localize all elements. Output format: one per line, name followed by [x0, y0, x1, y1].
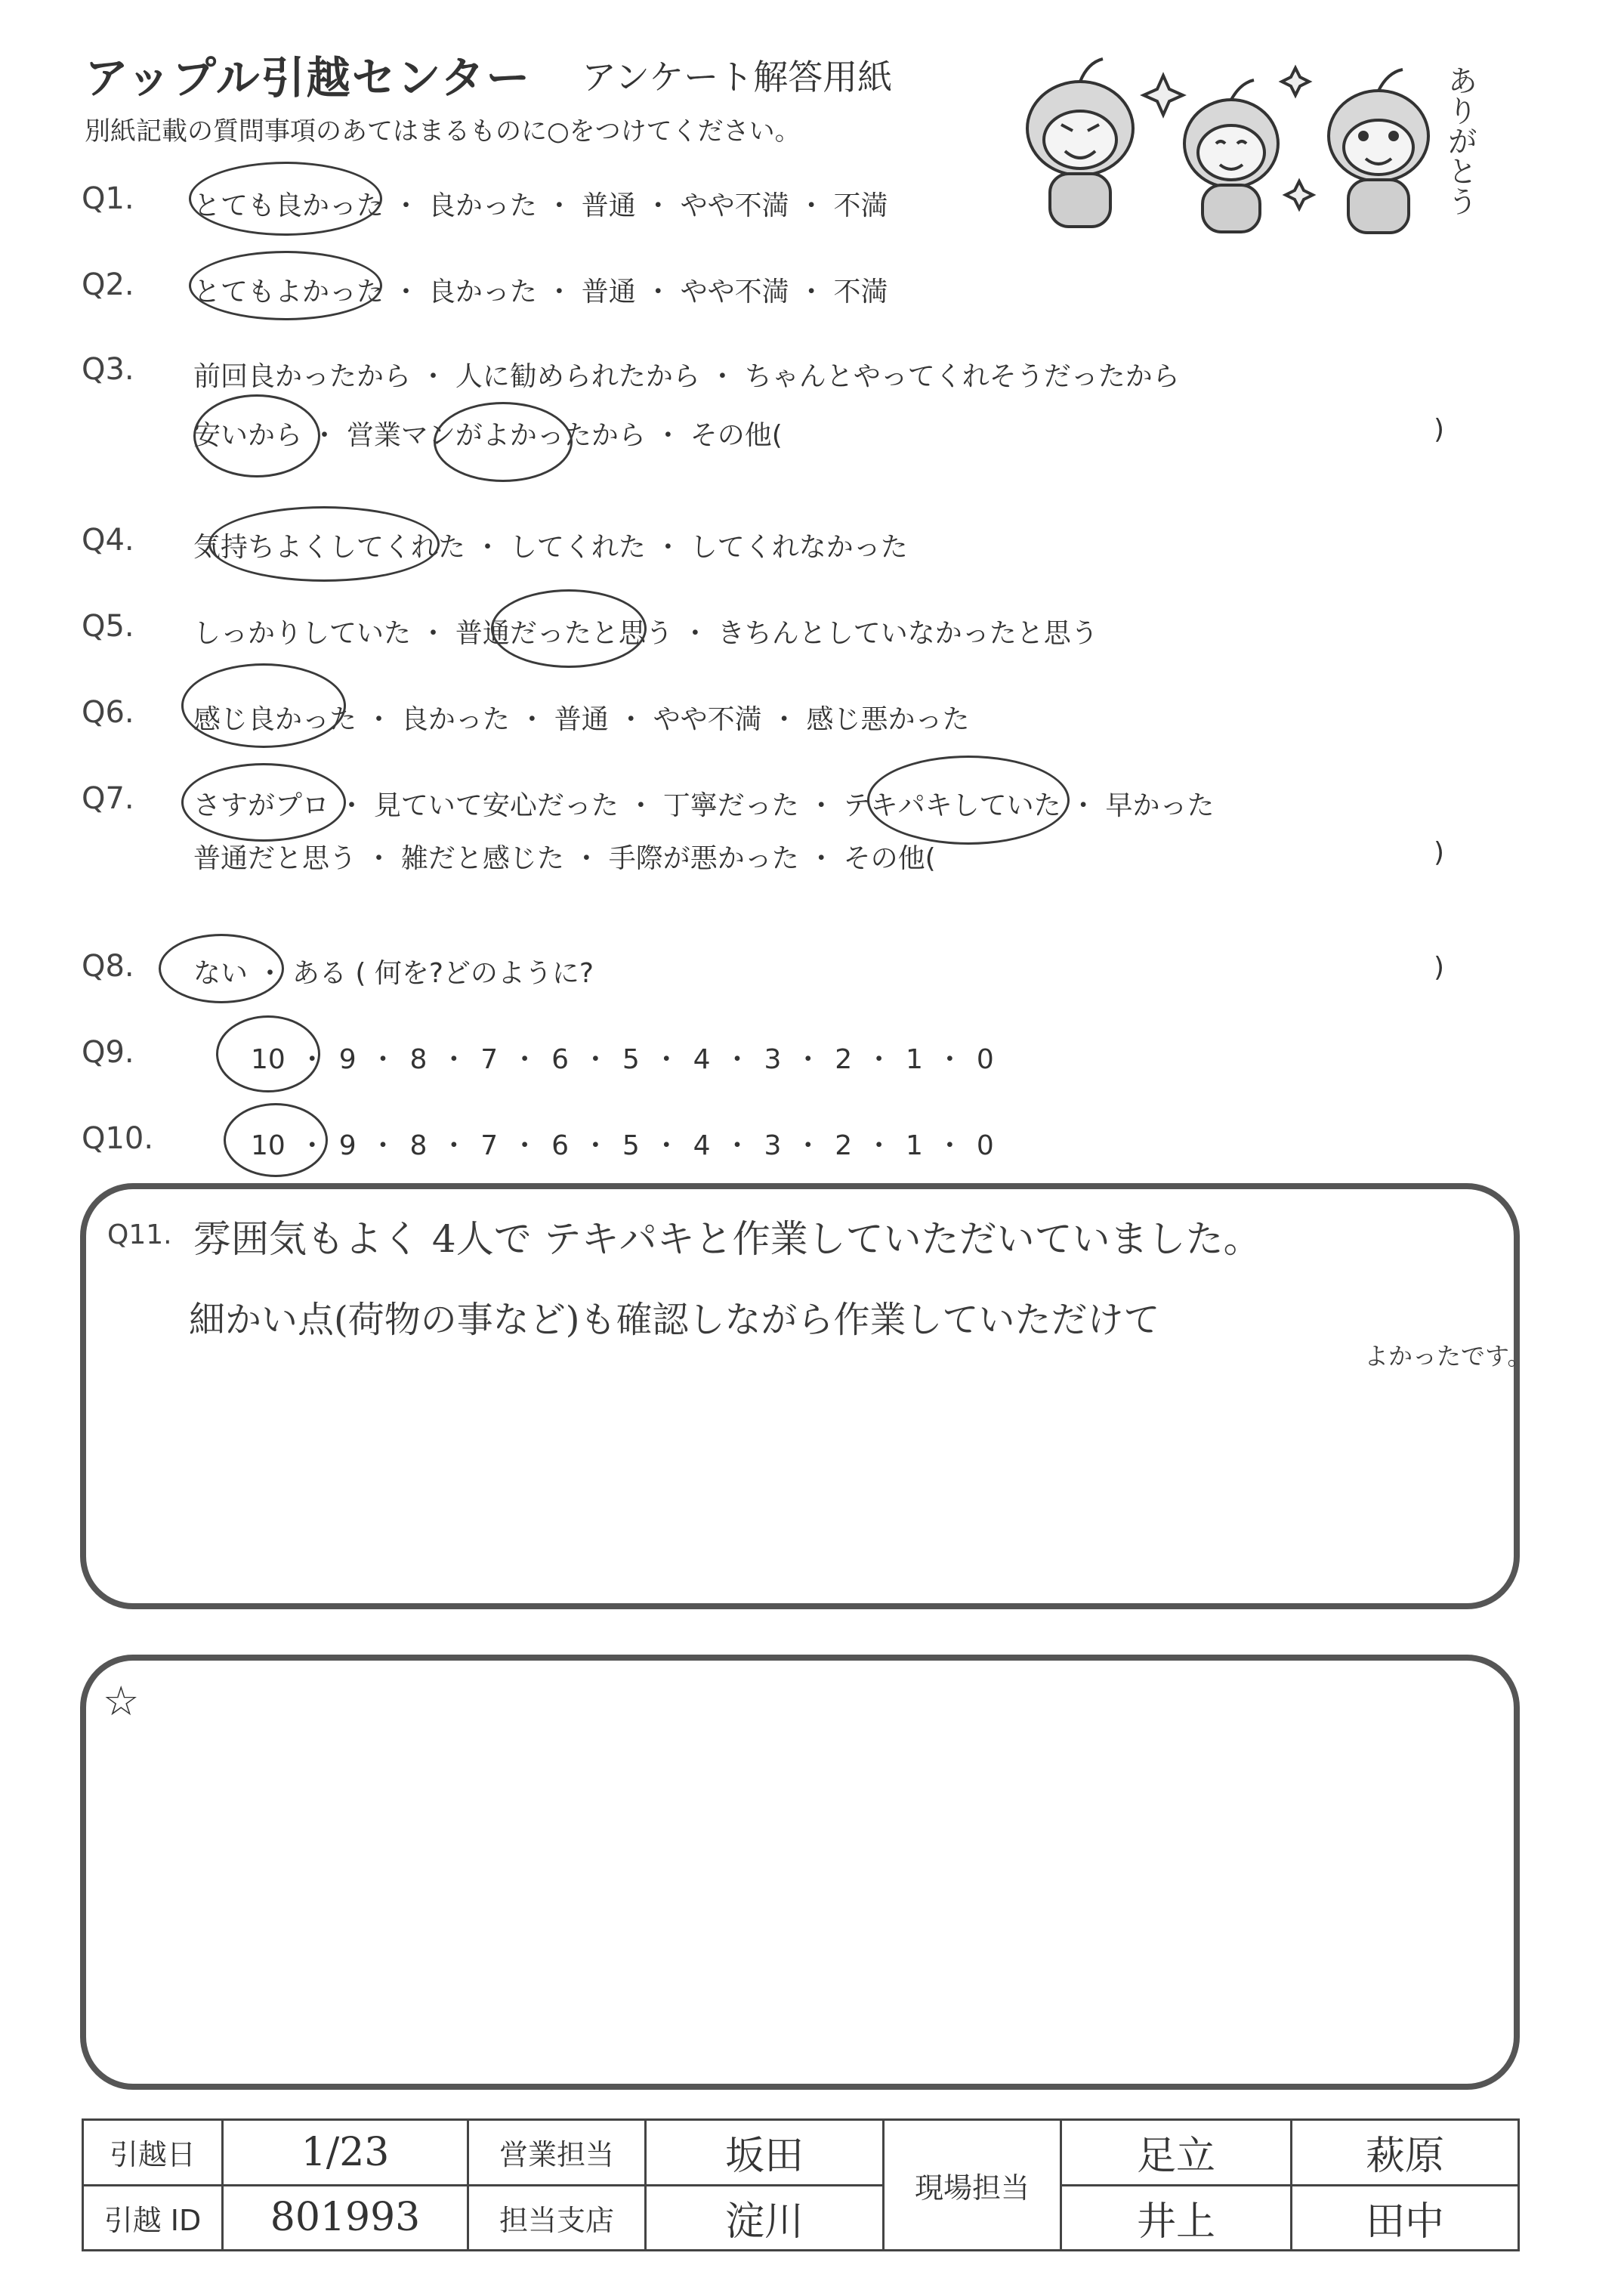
q9-options: 10 ・ 9 ・ 8 ・ 7 ・ 6 ・ 5 ・ 4 ・ 3 ・ 2 ・ 1 ・ 0: [251, 1044, 994, 1075]
instruction-text: 別紙記載の質問事項のあてはまるものに○をつけてください。: [85, 116, 801, 147]
selection-circle-q8: [159, 934, 284, 1003]
q2-options: とてもよかった ・ 良かった ・ 普通 ・ やや不満 ・ 不満: [193, 277, 888, 307]
site-staff-1: 足立: [1061, 2120, 1292, 2186]
q3-label: Q3.: [82, 352, 134, 387]
q11-label: Q11.: [107, 1219, 172, 1250]
q11-handwritten-line1: 雰囲気もよく 4人で テキパキと作業していただいていました。: [193, 1217, 1261, 1261]
q4-options: 気持ちよくしてくれた ・ してくれた ・ してくれなかった: [193, 532, 908, 563]
q5-options: しっかりしていた ・ 普通だったと思う ・ きちんとしていなかったと思う: [193, 618, 1098, 649]
selection-circle-q2: [189, 251, 382, 320]
site-staff-2: 萩原: [1292, 2120, 1519, 2186]
selection-circle-q6: [181, 663, 346, 748]
q1-options: とても良かった ・ 良かった ・ 普通 ・ やや不満 ・ 不満: [193, 190, 888, 221]
move-id-label: 引越 ID: [83, 2185, 223, 2251]
q10-label: Q10.: [82, 1121, 154, 1156]
q3-options-line1: 前回良かったから ・ 人に勧められたから ・ ちゃんとやってくれそうだったから: [193, 361, 1180, 392]
selection-circle-q7-pro: [181, 763, 346, 842]
star-comment-box: [80, 1655, 1520, 2090]
sales-staff-label: 営業担当: [468, 2120, 646, 2186]
move-id-value: 801993: [223, 2185, 468, 2251]
q6-label: Q6.: [82, 695, 134, 730]
q7-options-line2: 普通だと思う ・ 雑だと感じた ・ 手際が悪かった ・ その他(: [193, 843, 936, 874]
selection-circle-q4: [208, 506, 440, 582]
move-date-value: 1/23: [223, 2120, 468, 2186]
selection-circle-q9: [216, 1015, 320, 1092]
q11-handwritten-line2: 細かい点(荷物の事など)も確認しながら作業していただけて: [189, 1299, 1160, 1341]
mascot-arigatou-text: ありがとう: [1443, 65, 1477, 216]
selection-circle-q5: [491, 589, 647, 668]
company-title: アップル引越センター: [85, 52, 532, 104]
star-icon: ☆: [103, 1677, 140, 1725]
q9-label: Q9.: [82, 1035, 134, 1070]
form-title: アンケート解答用紙: [582, 57, 893, 97]
site-staff-label: 現場担当: [884, 2120, 1061, 2251]
monkey-mascots-illustration: [997, 45, 1496, 249]
move-date-label: 引越日: [83, 2120, 223, 2186]
q7-label: Q7.: [82, 781, 134, 816]
q2-label: Q2.: [82, 267, 134, 302]
site-staff-3: 井上: [1061, 2185, 1292, 2251]
q3-close-paren: ): [1434, 414, 1445, 445]
q4-label: Q4.: [82, 523, 134, 558]
q7-options-line1: さすがプロ ・ 見ていて安心だった ・ 丁寧だった ・ テキパキしていた ・ 早かった: [193, 790, 1215, 821]
move-info-table: [82, 2118, 1520, 2251]
branch-label: 担当支店: [468, 2185, 646, 2251]
branch-value: 淀川: [646, 2185, 884, 2251]
q7-close-paren: ): [1434, 837, 1445, 868]
q6-options: 感じ良かった ・ 良かった ・ 普通 ・ やや不満 ・ 感じ悪かった: [193, 704, 970, 735]
q8-label: Q8.: [82, 949, 134, 984]
q3-options-line2: 安いから ・ 営業マンがよかったから ・ その他(: [193, 420, 783, 451]
q8-close-paren: ): [1434, 952, 1445, 983]
selection-circle-q1: [189, 162, 382, 236]
selection-circle-q7-tekipaki: [867, 756, 1070, 845]
selection-circle-q3-yasui: [193, 394, 320, 477]
sales-staff-value: 坂田: [646, 2120, 884, 2186]
q1-label: Q1.: [82, 181, 134, 216]
q10-options: 10 ・ 9 ・ 8 ・ 7 ・ 6 ・ 5 ・ 4 ・ 3 ・ 2 ・ 1 ・ 0: [251, 1130, 994, 1161]
selection-circle-q10: [224, 1103, 328, 1177]
site-staff-4: 田中: [1292, 2185, 1519, 2251]
q8-options: ない ・ ある ( 何を?どのように?: [193, 958, 594, 989]
selection-circle-q3-eigyou: [434, 402, 573, 482]
q11-handwritten-line3: よかったです。: [1364, 1342, 1532, 1371]
q5-label: Q5.: [82, 609, 134, 644]
